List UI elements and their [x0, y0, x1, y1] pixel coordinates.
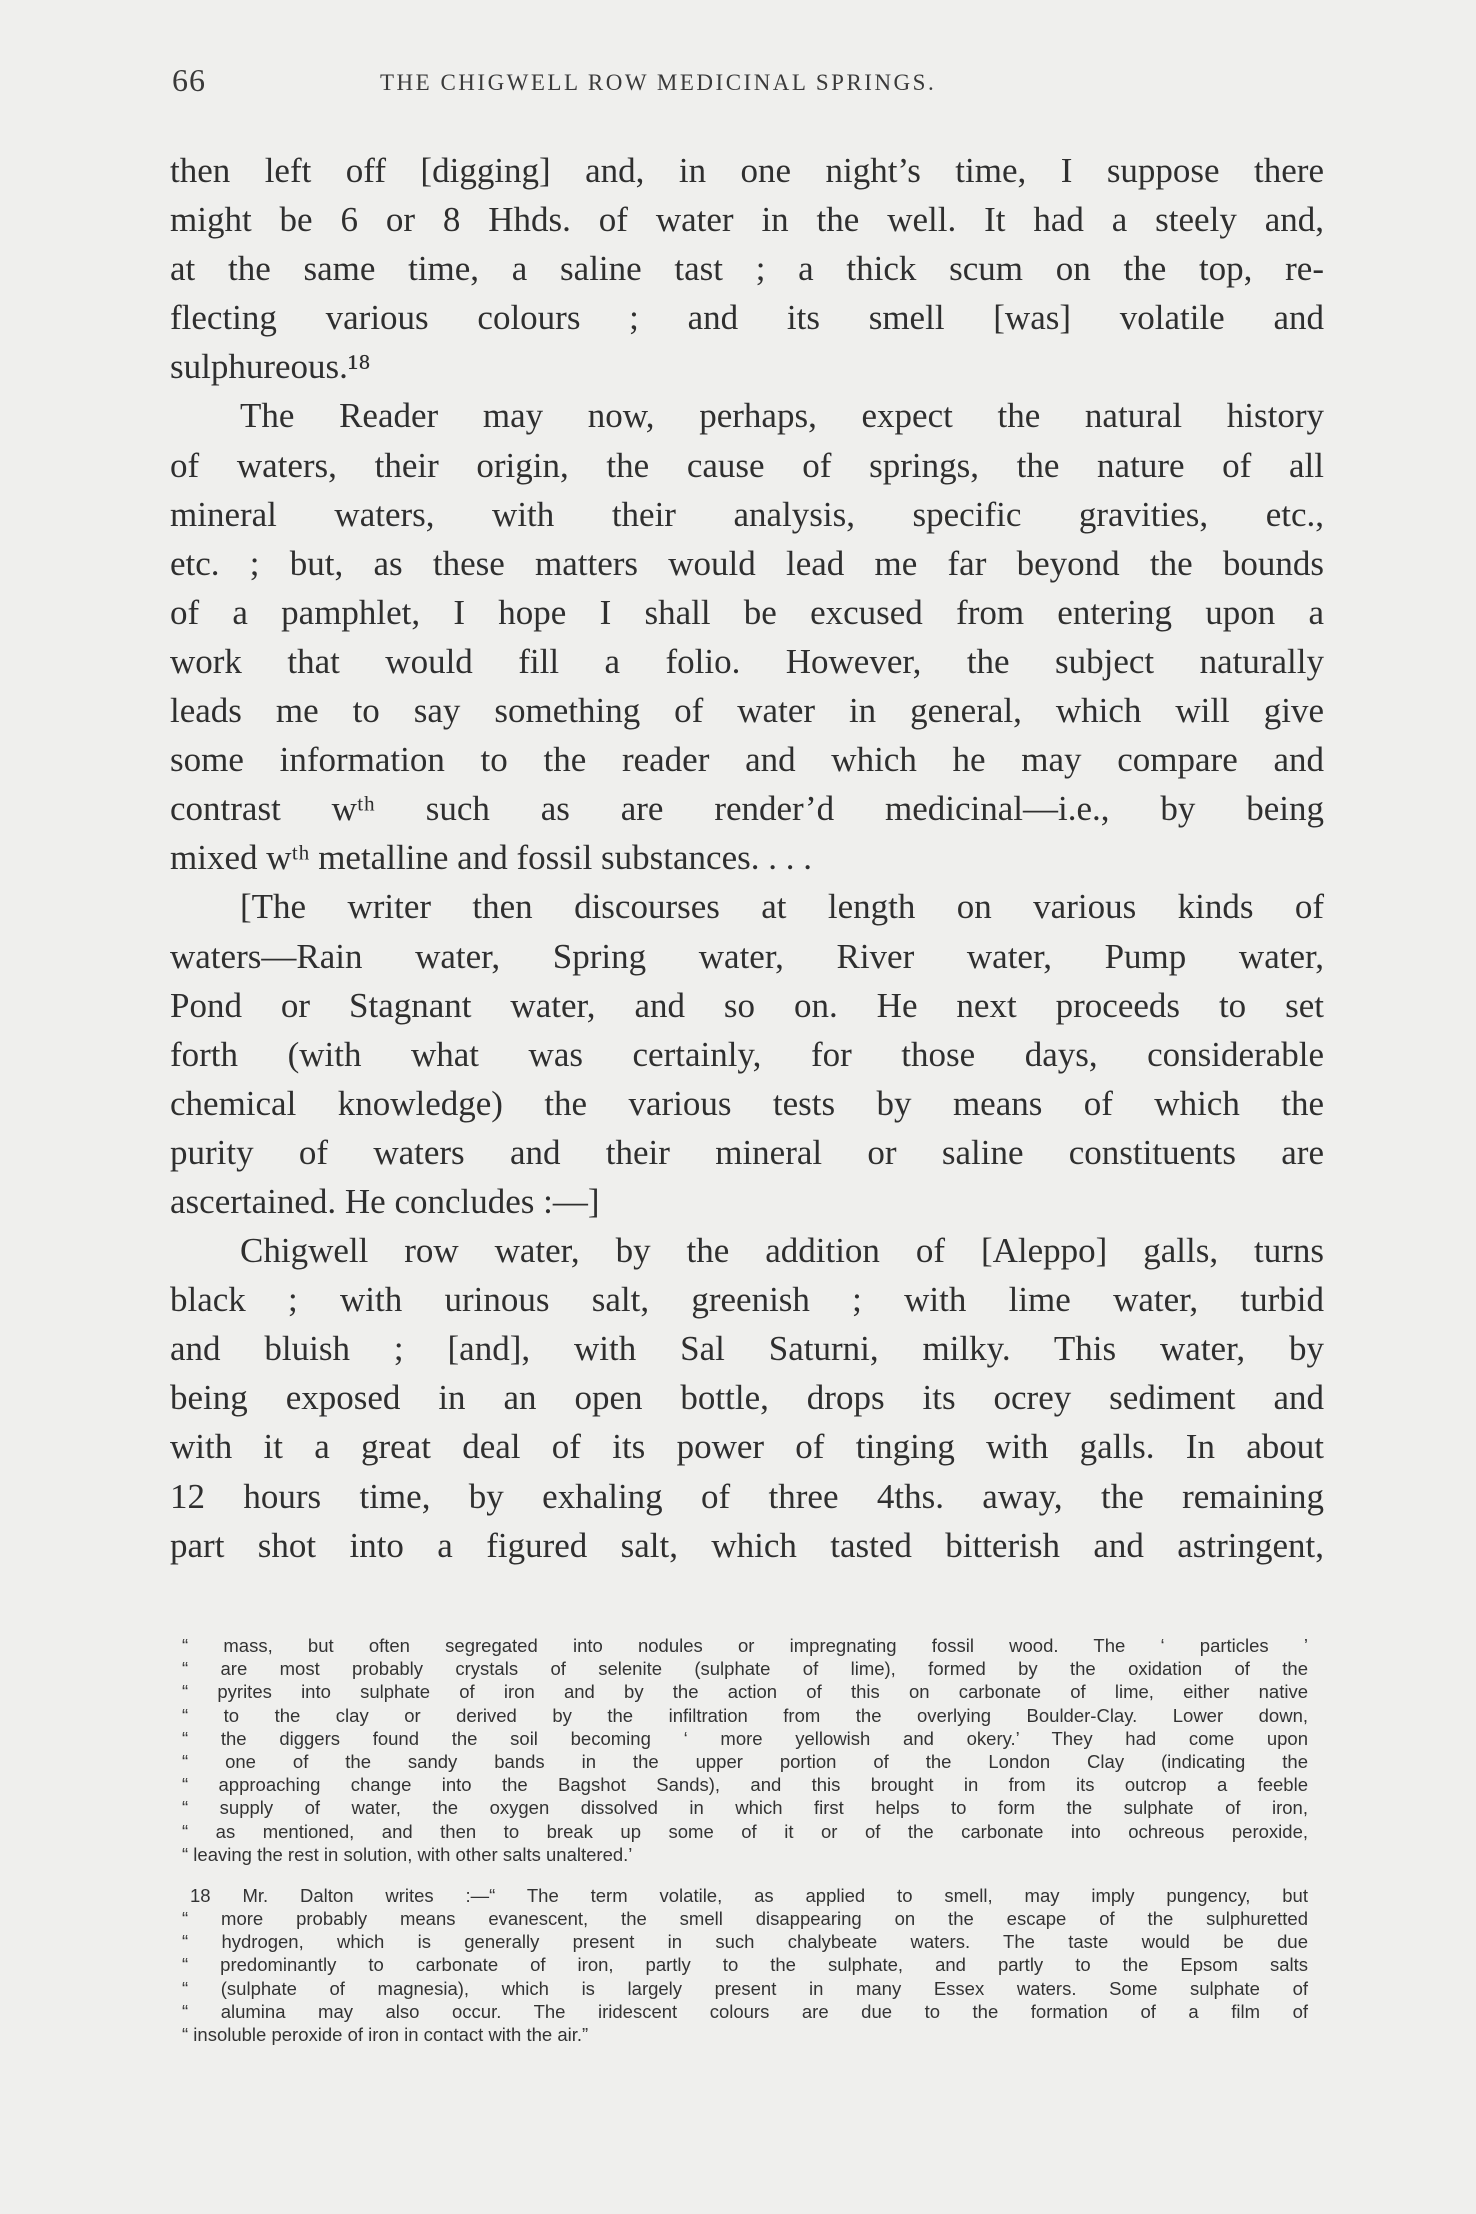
running-head: THE CHIGWELL ROW MEDICINAL SPRINGS.	[380, 70, 937, 95]
paragraph-start-line: [The writer then discourses at length on various kinds of	[240, 887, 1324, 927]
footnote-line: “ insoluble peroxide of iron in contact with the air.”	[182, 2024, 589, 2045]
body-text	[170, 146, 1324, 1570]
text-line: waters—Rain water, Spring water, River water, Pump water,	[170, 936, 1324, 976]
text-line: might be 6 or 8 Hhds. of water in the well. It had a steely and,	[170, 200, 1324, 240]
footnote-line: “ the diggers found the soil becoming ‘ more yellowish and okery.’ They had come upon	[182, 1727, 1308, 1749]
footnote-line: “ hydrogen, which is generally present in such chalybeate waters. The taste would be due	[182, 1931, 1308, 1953]
footnote-line: “ alumina may also occur. The iridescent colours are due to the formation of a film of	[182, 2000, 1308, 2022]
text-line: then left off [digging] and, in one night’s time, I suppose there	[170, 151, 1324, 190]
text-line: leads me to say something of water in general, which will give	[170, 691, 1324, 731]
footnote-18-start: 18 Mr. Dalton writes :—“ The term volatile, as applied to smell, may imply pungency, but	[190, 1884, 1308, 1906]
text-line: mineral waters, with their analysis, specific gravities, etc.,	[170, 494, 1324, 534]
text-line: some information to the reader and which he may compare and	[170, 740, 1324, 780]
text-line: of a pamphlet, I hope I shall be excused from entering upon a	[170, 592, 1324, 632]
footnote-line: “ pyrites into sulphate of iron and by the action of this on carbonate of lime, either native	[182, 1681, 1308, 1703]
footnote-line: “ predominantly to carbonate of iron, partly to the sulphate, and partly to the Epsom salts	[182, 1954, 1308, 1976]
text-line: of waters, their origin, the cause of springs, the nature of all	[170, 445, 1324, 485]
footnote-line: “ supply of water, the oxygen dissolved in which first helps to form the sulphate of iron,	[182, 1797, 1308, 1819]
paragraph-start-line: Chigwell row water, by the addition of [Aleppo] galls, turns	[240, 1231, 1324, 1271]
text-line: with it a great deal of its power of tinging with galls. In about	[170, 1427, 1324, 1467]
page-number: 66	[172, 62, 206, 98]
text-line: flecting various colours ; and its smell [was] volatile and	[170, 298, 1324, 338]
footnote-line: “ more probably means evanescent, the smell disappearing on the escape of the sulphuretted	[182, 1908, 1308, 1930]
text-line: Pond or Stagnant water, and so on. He next proceeds to set	[170, 985, 1324, 1025]
footnote-line: “ approaching change into the Bagshot Sands), and this brought in from its outcrop a feeble	[182, 1774, 1308, 1796]
footnote-gap	[182, 1866, 1308, 1884]
text-line: ascertained. He concludes :—]	[170, 1181, 600, 1221]
text-line: 12 hours time, by exhaling of three 4ths. away, the remaining	[170, 1476, 1324, 1516]
footnote-line: “ to the clay or derived by the infiltration from the overlying Boulder-Clay. Lower down,	[182, 1704, 1308, 1726]
page-header	[172, 62, 1292, 110]
text-line: forth (with what was certainly, for those days, considerable	[170, 1034, 1324, 1074]
footnote-line: “ are most probably crystals of selenite (sulphate of lime), formed by the oxidation of the	[182, 1658, 1308, 1680]
text-line: being exposed in an open bottle, drops its ocrey sediment and	[170, 1378, 1324, 1418]
footnote-line: “ one of the sandy bands in the upper portion of the London Clay (indicating the	[182, 1750, 1308, 1772]
paragraph-start-line: The Reader may now, perhaps, expect the natural history	[240, 396, 1324, 436]
text-line: work that would fill a folio. However, the subject naturally	[170, 641, 1324, 681]
text-line: part shot into a figured salt, which tasted bitterish and astringent,	[170, 1525, 1324, 1565]
footnote-line: “ leaving the rest in solution, with other salts unaltered.’	[182, 1843, 633, 1865]
text-line: at the same time, a saline tast ; a thick scum on the top, re-	[170, 249, 1324, 289]
text-line: chemical knowledge) the various tests by means of which the	[170, 1083, 1324, 1123]
text-line: purity of waters and their mineral or saline constituents are	[170, 1132, 1324, 1172]
footnote-line: “ (sulphate of magnesia), which is largely present in many Essex waters. Some sulphate of	[182, 1977, 1308, 1999]
text-line: mixed wᵗʰ metalline and fossil substances. . . .	[170, 838, 812, 878]
text-line: and bluish ; [and], with Sal Saturni, milky. This water, by	[170, 1329, 1324, 1369]
text-line: contrast wᵗʰ such as are render’d medicinal—i.e., by being	[170, 789, 1324, 829]
footnote-line: “ as mentioned, and then to break up some of it or of the carbonate into ochreous peroxide,	[182, 1820, 1308, 1842]
text-line: sulphureous.¹⁸	[170, 347, 371, 387]
footnotes	[182, 1634, 1308, 2046]
text-line: etc. ; but, as these matters would lead me far beyond the bounds	[170, 543, 1324, 583]
text-line: black ; with urinous salt, greenish ; with lime water, turbid	[170, 1280, 1324, 1320]
footnote-line: “ mass, but often segregated into nodules or impregnating fossil wood. The ‘ particles ’	[182, 1635, 1308, 1656]
